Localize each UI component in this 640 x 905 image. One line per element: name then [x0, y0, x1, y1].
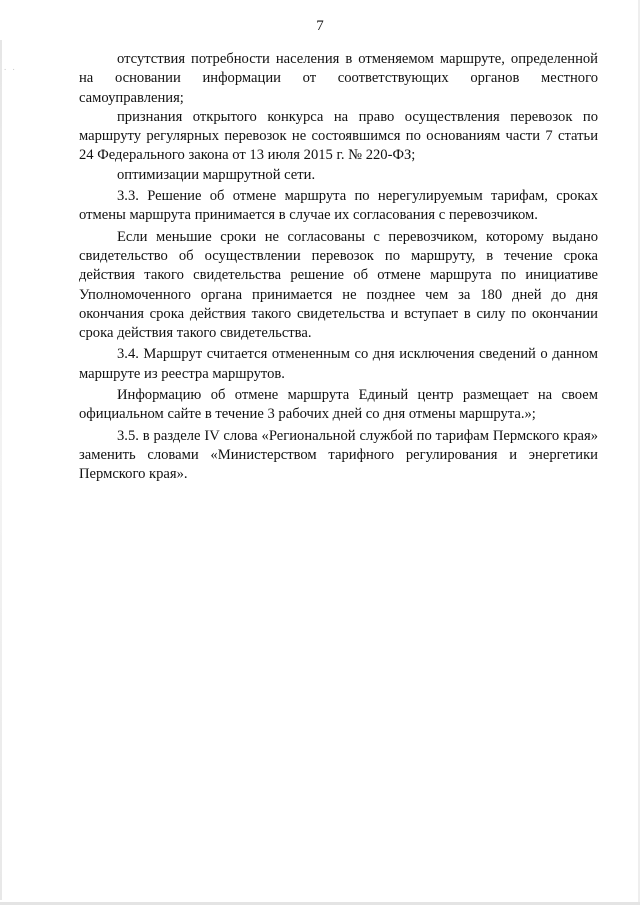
- paragraph-shorter-terms: Если меньшие сроки не согласованы с перевозчиком, которому выдано свидетельство об осуществлении перевозок по маршруту, в течение срока действия такого свидетельства решение об отмене маршрута по инициативе Уполномоченного органа принимается не позднее чем за 180 дней до дня окончания срока действия такого свидетельства и вступает в силу по окончании срока действия такого свидетельства.: [79, 228, 598, 342]
- paragraph-network-optimization: оптимизации маршрутной сети.: [117, 166, 316, 183]
- paragraph-3-3: 3.3. Решение об отмене маршрута по нерегулируемым тарифам, сроках отмены маршрута принимается в случае их согласования с перевозчиком.: [79, 188, 598, 224]
- document-body: [79, 50, 598, 485]
- scan-margin-marks: . .: [4, 62, 17, 72]
- page-number: 7: [316, 18, 324, 34]
- paragraph-tender-failed: признания открытого конкурса на право осуществления перевозок по маршруту регулярных перевозок не состоявшимся по основаниям части 7 статьи 24 Федерального закона от 13 июля 2015 г. № 220-ФЗ;: [79, 108, 598, 164]
- paragraph-3-4: 3.4. Маршрут считается отмененным со дня исключения сведений о данном маршруте из реестра маршрутов.: [79, 346, 598, 382]
- paragraph-publication: Информацию об отмене маршрута Единый центр размещает на своем официальном сайте в течение 3 рабочих дней со дня отмены маршрута.»;: [79, 387, 598, 423]
- scan-left-edge: [0, 40, 2, 900]
- paragraph-3-5: 3.5. в разделе IV слова «Региональной службой по тарифам Пермского края» заменить словами «Министерством тарифного регулирования и энергетики Пермского края».: [79, 427, 598, 483]
- paragraph-lack-of-demand: отсутствия потребности населения в отменяемом маршруте, определенной на основании информации от соответствующих органов местного самоуправления;: [79, 51, 598, 106]
